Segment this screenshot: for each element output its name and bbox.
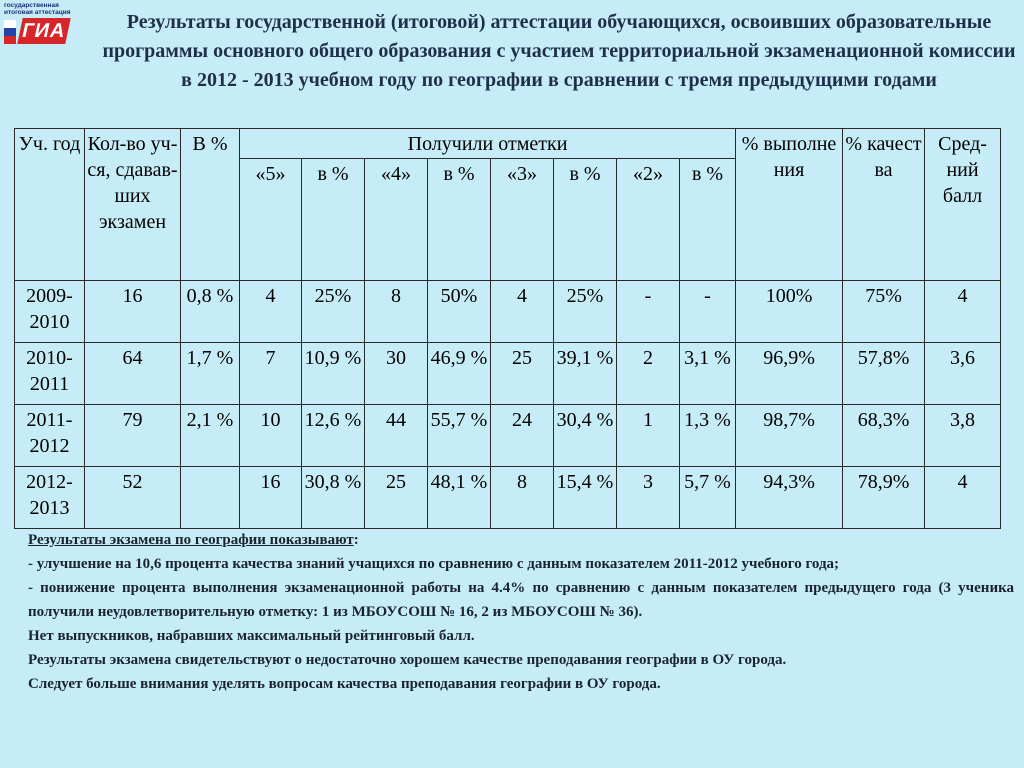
conclusion-improvement: - улучшение на 10,6 процента качества знаний учащихся по сравнению с данным показателем 2011-2012 учебного года;	[28, 556, 840, 572]
table-row	[15, 467, 1001, 529]
cell-g2: -	[617, 281, 680, 343]
cell-g2-pct: 3,1 %	[680, 343, 736, 405]
cell-g2-pct: 5,7 %	[680, 467, 736, 529]
header-marks-group: Получили отметки	[240, 129, 736, 159]
cell-g3: 4	[491, 281, 554, 343]
cell-g3-pct: 25%	[554, 281, 617, 343]
cell-g2: 1	[617, 405, 680, 467]
logo-gia-text: ГИА	[17, 18, 71, 44]
cell-g3: 24	[491, 405, 554, 467]
cell-g3: 8	[491, 467, 554, 529]
cell-quality: 75%	[843, 281, 925, 343]
header-pct: В %	[181, 129, 240, 281]
cell-pct	[181, 467, 240, 529]
header-completion: % выполне ния	[736, 129, 843, 281]
cell-avg: 4	[925, 467, 1001, 529]
conclusion-quality: Результаты экзамена свидетельствуют о недостаточно хорошем качестве преподавания географии в ОУ города.	[28, 652, 787, 668]
cell-g3-pct: 30,4 %	[554, 405, 617, 467]
cell-completion: 100%	[736, 281, 843, 343]
cell-g5-pct: 30,8 %	[302, 467, 365, 529]
cell-g3-pct: 15,4 %	[554, 467, 617, 529]
conclusions-heading-text: Результаты экзамена по географии показывают	[28, 532, 354, 548]
table-row	[15, 405, 1001, 467]
cell-pct: 0,8 %	[181, 281, 240, 343]
cell-g2: 2	[617, 343, 680, 405]
flag-icon	[4, 20, 16, 44]
cell-year: 2012-2013	[15, 467, 85, 529]
header-grade-3: «3»	[491, 159, 554, 281]
header-grade-5-pct: в %	[302, 159, 365, 281]
cell-quality: 78,9%	[843, 467, 925, 529]
cell-g2: 3	[617, 467, 680, 529]
cell-g4-pct: 48,1 %	[428, 467, 491, 529]
header-grade-2: «2»	[617, 159, 680, 281]
cell-g4: 8	[365, 281, 428, 343]
cell-g3: 25	[491, 343, 554, 405]
cell-g4-pct: 46,9 %	[428, 343, 491, 405]
cell-count: 79	[85, 405, 181, 467]
table-row	[15, 343, 1001, 405]
cell-g5: 10	[240, 405, 302, 467]
cell-completion: 94,3%	[736, 467, 843, 529]
cell-count: 64	[85, 343, 181, 405]
cell-avg: 4	[925, 281, 1001, 343]
cell-avg: 3,8	[925, 405, 1001, 467]
header-grade-2-pct: в %	[680, 159, 736, 281]
cell-quality: 57,8%	[843, 343, 925, 405]
cell-g5: 16	[240, 467, 302, 529]
cell-g4: 30	[365, 343, 428, 405]
page-title: Результаты государственной (итоговой) аттестации обучающихся, освоивших образовательные программы основного общего образования с участием территориальной экзаменационной комиссии в 2012 - 2013 учебном году по географии в сравнении с тремя предыдущими годами	[102, 11, 1016, 91]
conclusion-recommendation: Следует больше внимания уделять вопросам качества преподавания географии в ОУ города.	[28, 676, 661, 692]
cell-completion: 96,9%	[736, 343, 843, 405]
cell-g4-pct: 50%	[428, 281, 491, 343]
header-count: Кол-во уч-ся, сдавав-ших экзамен	[85, 129, 181, 281]
header-grade-4-pct: в %	[428, 159, 491, 281]
cell-year: 2010-2011	[15, 343, 85, 405]
cell-quality: 68,3%	[843, 405, 925, 467]
cell-g4: 44	[365, 405, 428, 467]
cell-g2-pct: 1,3 %	[680, 405, 736, 467]
header-quality: % качест ва	[843, 129, 925, 281]
cell-count: 52	[85, 467, 181, 529]
cell-g4: 25	[365, 467, 428, 529]
cell-pct: 2,1 %	[181, 405, 240, 467]
conclusion-decline: - понижение процента выполнения экзаменационной работы на 4.4% по сравнению с данным показателем предыдущего года (3 ученика получили неудовлетворительную отметку: 1 из МБОУСОШ № 16, 2 из МБОУСОШ № 36).	[28, 580, 1014, 620]
cell-year: 2009-2010	[15, 281, 85, 343]
cell-g4-pct: 55,7 %	[428, 405, 491, 467]
cell-avg: 3,6	[925, 343, 1001, 405]
conclusions-heading-colon: :	[353, 532, 359, 548]
cell-g5: 4	[240, 281, 302, 343]
cell-g5-pct: 10,9 %	[302, 343, 365, 405]
gia-logo	[4, 2, 96, 46]
cell-completion: 98,7%	[736, 405, 843, 467]
cell-g5-pct: 25%	[302, 281, 365, 343]
logo-mark	[4, 18, 84, 46]
cell-g5: 7	[240, 343, 302, 405]
results-table	[14, 128, 1001, 529]
header-grade-5: «5»	[240, 159, 302, 281]
table-row	[15, 281, 1001, 343]
header-grade-3-pct: в %	[554, 159, 617, 281]
logo-caption-line1: государственная	[4, 2, 59, 9]
conclusions-heading	[28, 528, 1014, 552]
header-avg: Сред-ний балл	[925, 129, 1001, 281]
header-grade-4: «4»	[365, 159, 428, 281]
cell-pct: 1,7 %	[181, 343, 240, 405]
cell-g3-pct: 39,1 %	[554, 343, 617, 405]
conclusions	[28, 528, 1014, 696]
logo-caption-line2: итоговая аттестация	[4, 9, 71, 16]
cell-g5-pct: 12,6 %	[302, 405, 365, 467]
header-year: Уч. год	[15, 129, 85, 281]
cell-g2-pct: -	[680, 281, 736, 343]
cell-year: 2011-2012	[15, 405, 85, 467]
cell-count: 16	[85, 281, 181, 343]
conclusion-no-max: Нет выпускников, набравших максимальный рейтинговый балл.	[28, 628, 475, 644]
